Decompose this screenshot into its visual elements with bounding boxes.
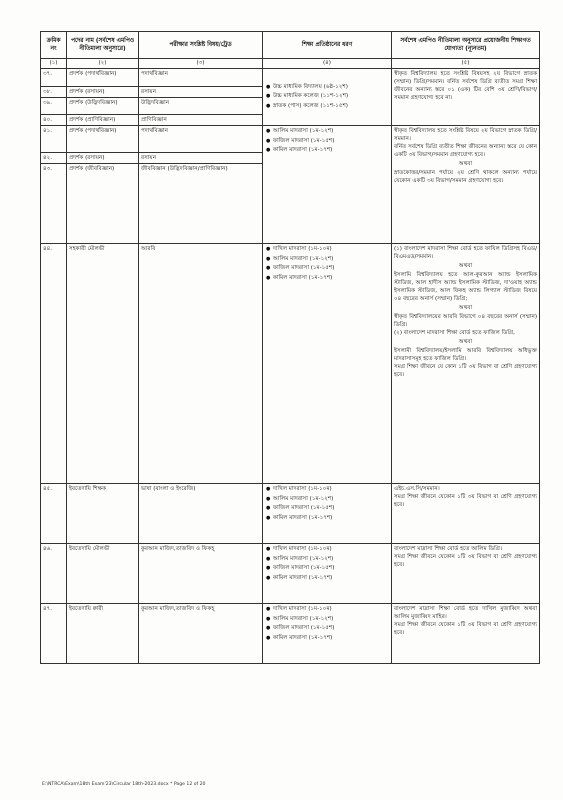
column-number: (৪) [263,59,392,69]
page-footer: E:\NTRCA\Exam\18th Exam'23\Circular 18th-2023.docx * Page 12 of 20 [42,782,206,787]
subject-cell: রসায়ন [139,87,263,98]
serial-cell: ৪৫. [41,484,67,544]
post-cell: প্রদর্শক (পদার্থবিজ্ঞান) [67,126,139,153]
qualification-text: বাংলাদেশ মাদ্রাসা শিক্ষা বোর্ড হতে আলিম ডিগ্রি। [394,546,502,552]
list-item: ● আলিম মাদরাসা (১ম-১২শ) [265,127,389,137]
post-cell: প্রদর্শক (রসায়ন) [67,153,139,164]
qualification-text: (১) বাংলাদেশ মাদরাসা শিক্ষা বোর্ড হতে ফাযিল ডিগ্রিসহ বিএড/বিএমএড/সমমান। [394,246,537,260]
header-institution-type: শিক্ষা প্রতিষ্ঠানের ধরণ [263,32,392,59]
qualification-text: সমগ্র শিক্ষা জীবনে যেকোন ১টি ৩য় বিভাগ বা শ্রেণি গ্রহণযোগ্য হবে। [394,622,537,636]
institution-list [265,127,389,156]
list-item: ● দাখিল মাদরাসা (১ম-১০ম) [265,245,389,255]
serial-cell: ৪০. [41,115,67,126]
institution-list [265,83,389,112]
list-item: ● দাখিল মাদরাসা (১ম-১০ম) [265,545,389,555]
post-cell: ইবতেদায়ি শিক্ষক [67,484,139,544]
column-number: (১) [41,59,67,69]
qualification-text: বর্নিত সর্বশেষ ডিগ্রি ব্যতীত শিক্ষা জীবনের অন্যান্য স্তরে যে কোন একটি ৩য় বিভাগ/সমমান গ্রহণযোগ্য হবে। [394,144,537,158]
table-row [41,484,540,544]
serial-cell: ৪৩. [41,164,67,244]
list-item: ● কামিল মাদরাসা (১ম-১৭শ) [265,274,389,284]
institution-cell [263,484,392,544]
table-row [41,126,540,153]
qualification-text: ইসলামি বিশ্ববিদ্যালয় হতে আল-কুরআন অ্যান্ড ইসলামিক স্টাডিজ, আল হাদীস অ্যান্ড ইসলামিক স্টাডিজ, দা'ওয়াহ অ্যান্ড ইসলামিক স্টাডিজ, আল ফিকহ অ্যান্ড লিগ্যাল স্টাডিজ বিষয়ে ০৪ বছরের অনার্স (সম্মান) ডিগ্রি; [394,272,537,302]
post-cell: ইবতেদায়ি ক্বারী [67,604,139,664]
serial-cell: ৪২. [41,153,67,164]
list-item: ● কামিল মাদরাসা (১ম-১৭শ) [265,514,389,524]
table-row [41,544,540,604]
post-cell: প্রদর্শক (প্রাণিবিজ্ঞান) [67,115,139,126]
column-number-row [41,59,540,69]
list-item: ● স্নাতক (পাস) কলেজ (১১শ-১৫শ) [265,102,389,112]
qualification-cell [392,544,540,604]
institution-list [265,245,389,283]
subject-cell: আরবি [139,244,263,484]
post-cell: প্রদর্শক (উদ্ভিদবিজ্ঞান) [67,98,139,115]
post-cell: প্রদর্শক (রসায়ন) [67,87,139,98]
qualification-text: বাংলাদেশ মাদ্রাসা শিক্ষা বোর্ড হতে দাখিল মুজাব্বিদ অথবা আলিম মুজাব্বিদ মাহির। [394,606,537,620]
qualification-cell [392,126,540,244]
list-item: ● ফাজিল মাদরাসা (১ম-১৫শ) [265,564,389,574]
list-item: ● ফাজিল মাদরাসা (১ম-১৫শ) [265,264,389,274]
column-number: (৩) [139,59,263,69]
qualification-cell [392,244,540,484]
serial-cell: ৪৬. [41,544,67,604]
list-item: ● দাখিল মাদরাসা (১ম-১০ম) [265,485,389,495]
column-number: (২) [67,59,139,69]
serial-cell: ৪১. [41,126,67,153]
subject-cell: জীববিজ্ঞান (উদ্ভিদবিজ্ঞান/প্রাণিবিজ্ঞান) [139,164,263,244]
header-subject: পরীক্ষার সংশ্লিষ্ট বিষয়/ট্রেড [139,32,263,59]
qualification-cell [392,604,540,664]
list-item: ● ফাজিল মাদরাসা (১ম-১৫শ) [265,504,389,514]
qualification-text: এইচ.এস.সি/সমমান। [394,486,440,492]
list-item: ● উচ্চ মাধ্যমিক কলেজ (১১শ-১২শ) [265,92,389,102]
subject-cell: প্রাণিবিজ্ঞান [139,115,263,126]
list-item: ● আলিম মাদরাসা (১ম-১২শ) [265,555,389,565]
institution-list [265,605,389,643]
qualification-text: স্বীকৃত বিশ্ববিদ্যালয় হতে সংশ্লিষ্ট বিষয়ে ২য় বিভাগে স্নাতক ডিগ্রি/সমমান। [394,128,537,142]
qualification-text: স্নাতকোত্তর/সমমান পর্যায়ে ২য় শ্রেণি থাকলে অন্যান্য পর্যায়ে যেকোন একটি ৩য় বিভাগ/সমমান গ্রহণযোগ্য হবে। [394,170,537,184]
header-post-name: পদের নাম (সর্বশেষ এমপিও নীতিমালা অনুসারে) [67,32,139,59]
post-cell: প্রদর্শক (পদার্থবিজ্ঞান) [67,69,139,87]
table-row [41,69,540,87]
list-item: ● কামিল মাদরাসা (১ম-১৭শ) [265,634,389,644]
list-item: ● উচ্চ মাধ্যমিক বিদ্যালয় (৬ষ্ঠ-১২শ) [265,83,389,93]
subject-cell: রসায়ন [139,153,263,164]
subject-cell: পদার্থবিজ্ঞান [139,126,263,153]
post-cell: প্রদর্শক (জীববিজ্ঞান) [67,164,139,244]
qualification-text: স্বীকৃত বিশ্ববিদ্যালয়ের আরবি বিভাগে ০৪ বছরের অনার্স (সম্মান) ডিগ্রি। [394,314,537,328]
subject-cell: ভাষা (বাংলা ও ইংরেজি) [139,484,263,544]
qualification-text: (২) বাংলাদেশ মাদরাসা শিক্ষা বোর্ড হতে ফাজিল ডিগ্রি, [394,330,515,336]
or-separator: অথবা [458,263,473,269]
table-row [41,244,540,484]
or-separator: অথবা [458,305,473,311]
qualification-text: স্বীকৃত বিশ্ববিদ্যালয় হতে সংশ্লিষ্ট বিষয়সহ ২য় বিভাগে স্নাতক (সম্মান) ডিগ্রি/সমমান। বর্নিত সর্বশেষ ডিগ্রি ব্যতীত সমগ্র শিক্ষা জীবনের অন্যান্য স্তরে ০১ (এক) টির বেশি ৩য় শ্রেণি/বিভাগ/সমমান গ্রহণযোগ্য হবে না। [394,71,537,101]
institution-list [265,545,389,583]
subject-cell: উদ্ভিদবিজ্ঞান [139,98,263,115]
header-qualification: সর্বশেষ এমপিও নীতিমালা অনুসারে প্রয়োজনীয় শিক্ষাগত যোগ্যতা (ন্যূনতম) [392,32,540,59]
list-item: ● কামিল মাদরাসা (১ম-১৭শ) [265,574,389,584]
qualification-table [40,31,540,664]
qualification-cell [392,484,540,544]
serial-cell: ৩৭. [41,69,67,87]
qualification-text: সমগ্র শিক্ষা জীবনে যেকোন ১টি ৩য় বিভাগ বা শ্রেণি গ্রহণযোগ্য হবে। [394,494,537,508]
institution-list [265,485,389,523]
qualification-text: সমগ্র শিক্ষা জীবনে যে কোন ১টি ৩য় বিভাগ বা শ্রেণি গ্রহণযোগ্য হবে। [394,364,537,378]
qualification-cell [392,69,540,126]
institution-cell [263,126,392,244]
list-item: ● ফাজিল মাদরাসা (১ম-১৫শ) [265,137,389,147]
table-row [41,604,540,664]
column-number: (৫) [392,59,540,69]
list-item: ● আলিম মাদরাসা (১ম-১২শ) [265,615,389,625]
list-item: ● আলিম মাদরাসা (১ম-১২শ) [265,255,389,265]
subject-cell: কুরআন মাজিদ,তাজবিদ ও ফিকহ্ [139,544,263,604]
qualification-text: ইসলামী বিশ্ববিদ্যালয়/ইসলামি আরবি বিশ্ববিদ্যালয় অধিভুক্ত মাদরাসাসমূহ হতে ফাজিল ডিগ্রি। [394,348,537,362]
subject-cell: পদার্থবিজ্ঞান [139,69,263,87]
serial-cell: ৩৮. [41,87,67,98]
institution-cell [263,69,392,126]
header-serial: ক্রমিক নং [41,32,67,59]
post-cell: সহকারী মৌলভী [67,244,139,484]
serial-cell: ৪৭. [41,604,67,664]
table-header-row [41,32,540,59]
list-item: ● ফাজিল মাদরাসা (১ম-১৫শ) [265,624,389,634]
serial-cell: ৩৯. [41,98,67,115]
institution-cell [263,244,392,484]
list-item: ● কামিল মাদরাসা (১ম-১৭শ) [265,146,389,156]
institution-cell [263,604,392,664]
subject-cell: কুরআন মাজিদ,তাজবিদ ও ফিকহ্ [139,604,263,664]
or-separator: অথবা [458,161,473,167]
or-separator: অথবা [458,339,473,345]
list-item: ● আলিম মাদরাসা (১ম-১২শ) [265,495,389,505]
institution-cell [263,544,392,604]
qualification-text: সমগ্র শিক্ষা জীবনে যেকোন ১টি ৩য় বিভাগ বা শ্রেণি গ্রহণযোগ্য হবে। [394,554,537,568]
list-item: ● দাখিল মাদরাসা (১ম-১০ম) [265,605,389,615]
serial-cell: ৪৪. [41,244,67,484]
post-cell: ইবতেদায়ি মৌলভী [67,544,139,604]
